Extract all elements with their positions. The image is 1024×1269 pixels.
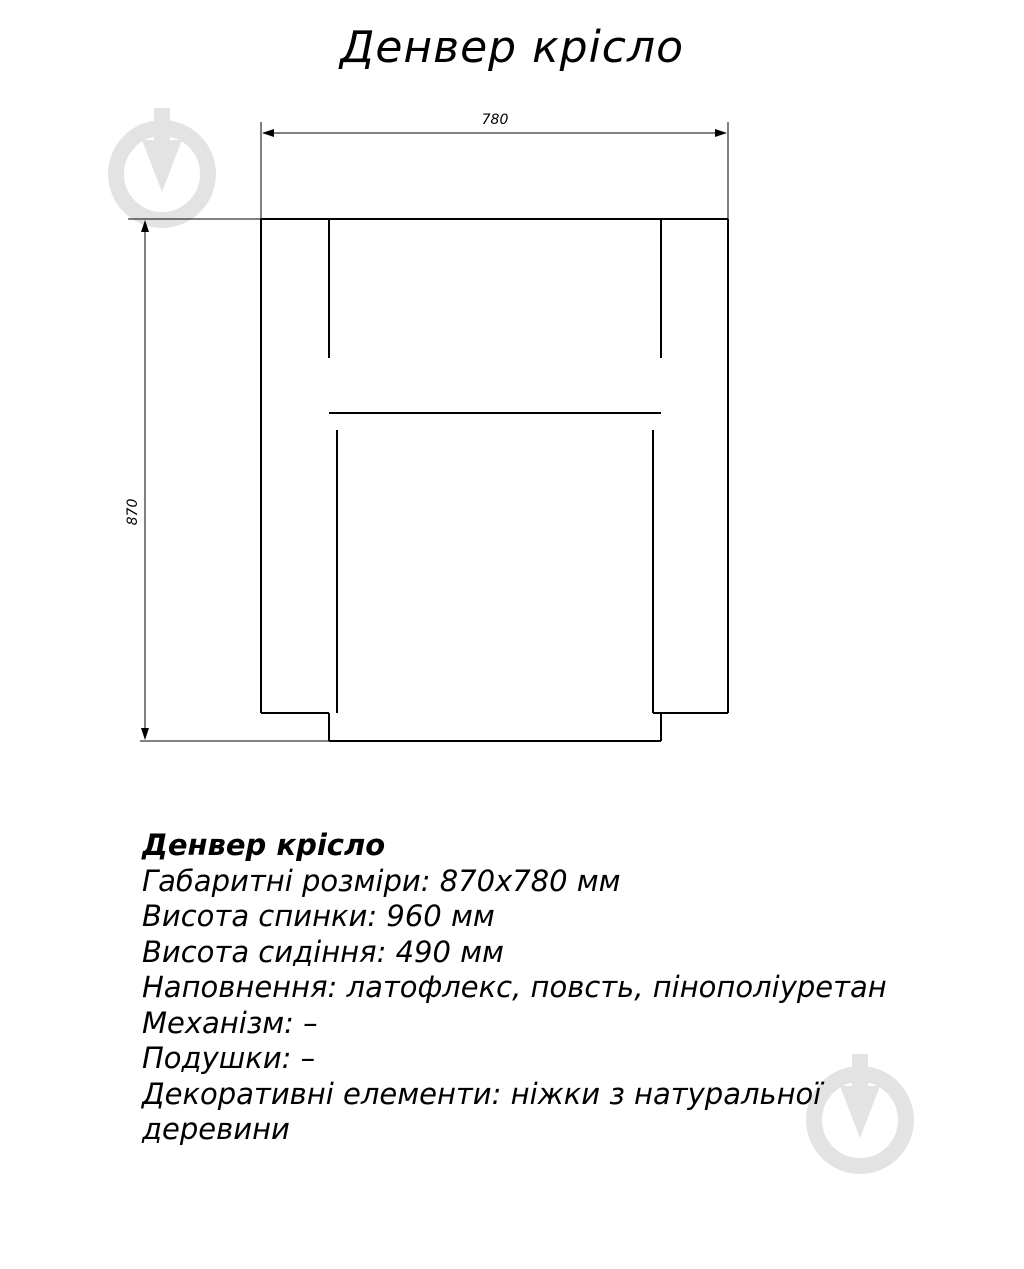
width-dimension (261, 122, 728, 219)
specs-block (142, 828, 902, 1148)
height-label: 870 (125, 498, 141, 526)
page-title: Денвер крісло (339, 22, 685, 73)
spec-decor: Декоративні елементи: ніжки з натуральної деревини (142, 1076, 822, 1146)
watermark-logo-icon (116, 108, 208, 220)
spec-mechanism: Механізм: – (142, 1005, 318, 1040)
spec-overall-size: Габаритні розміри: 870х780 мм (142, 863, 621, 898)
spec-filling: Наповнення: латофлекс, повсть, пінополіуретан (142, 970, 887, 1004)
height-dimension (128, 219, 329, 741)
width-label: 780 (481, 112, 509, 128)
spec-cushions: Подушки: – (142, 1041, 316, 1075)
specs-heading: Денвер крісло (142, 828, 386, 862)
spec-seat-height: Висота сидіння: 490 мм (142, 934, 504, 969)
chair-outline (261, 219, 728, 741)
spec-back-height: Висота спинки: 960 мм (142, 899, 495, 933)
